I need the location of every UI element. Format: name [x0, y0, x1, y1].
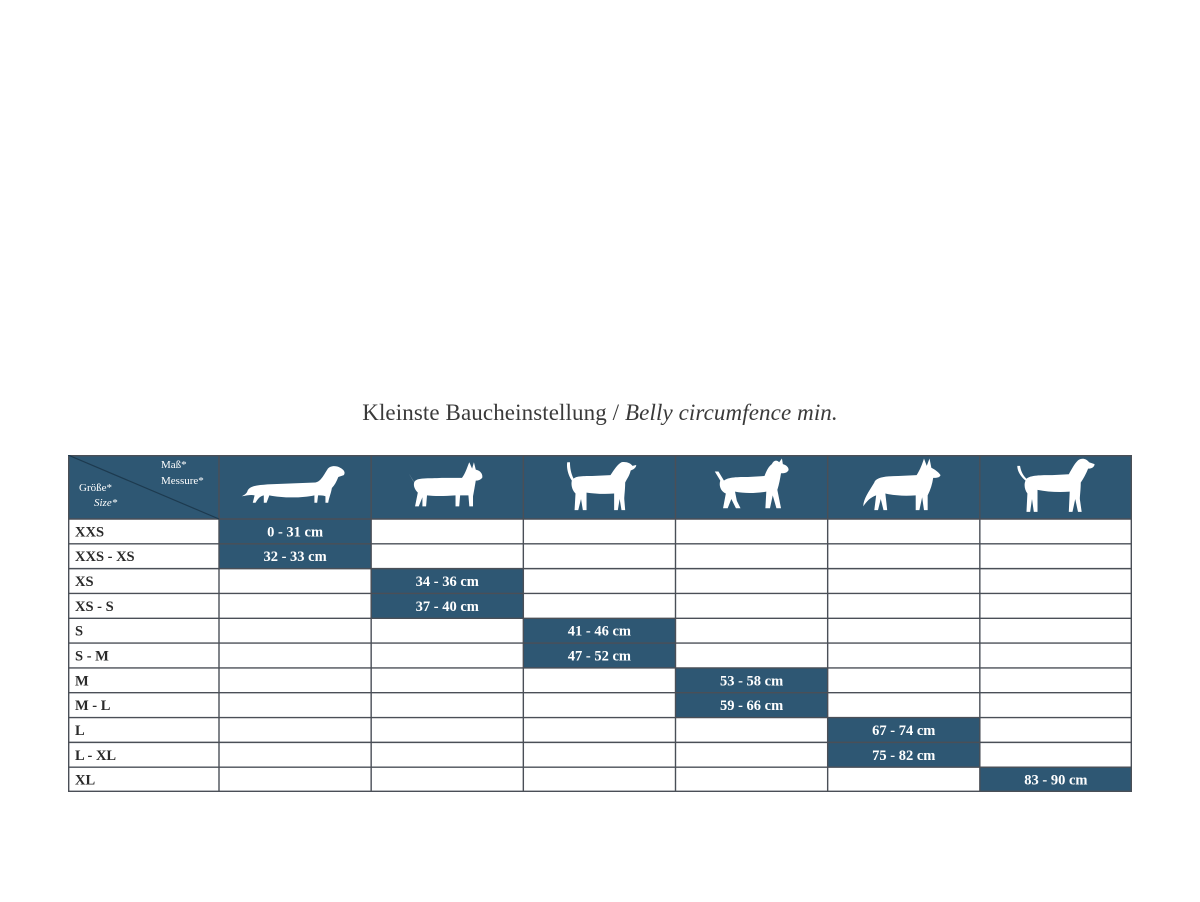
size-label: XXS — [75, 524, 105, 541]
value-label: 37 - 40 cm — [415, 598, 479, 615]
corner-size-de: Größe* — [79, 482, 112, 494]
value-label: 32 - 33 cm — [263, 549, 327, 566]
size-label: XS — [75, 574, 94, 591]
size-label: L — [75, 722, 85, 739]
corner-size-en: Size* — [94, 497, 118, 509]
size-label: M — [75, 673, 89, 690]
value-label: 34 - 36 cm — [415, 574, 479, 591]
value-label: 75 - 82 cm — [872, 747, 936, 764]
size-label: XL — [75, 772, 96, 789]
chart-title — [0, 400, 1200, 426]
title-separator: / — [606, 400, 626, 425]
value-label: 0 - 31 cm — [267, 524, 324, 541]
corner-measure-en: Messure* — [161, 475, 204, 487]
value-label: 83 - 90 cm — [1024, 772, 1088, 789]
value-label: 67 - 74 cm — [872, 722, 936, 739]
value-label: 41 - 46 cm — [567, 623, 632, 640]
size-label: M - L — [75, 698, 111, 715]
value-label: 53 - 58 cm — [719, 673, 784, 690]
size-label: XS - S — [75, 598, 114, 615]
value-label: 59 - 66 cm — [719, 698, 784, 715]
size-table — [68, 455, 1132, 792]
value-label: 47 - 52 cm — [567, 648, 632, 665]
corner-measure-de: Maß* — [161, 459, 187, 471]
size-label: S — [75, 623, 84, 640]
size-label: S - M — [75, 648, 109, 665]
title-german: Kleinste Baucheinstellung — [362, 400, 607, 425]
title-english: Belly circumfence min. — [625, 400, 838, 425]
size-label: L - XL — [75, 747, 117, 764]
size-label: XXS - XS — [75, 549, 135, 566]
size-table-svg — [68, 455, 1132, 792]
